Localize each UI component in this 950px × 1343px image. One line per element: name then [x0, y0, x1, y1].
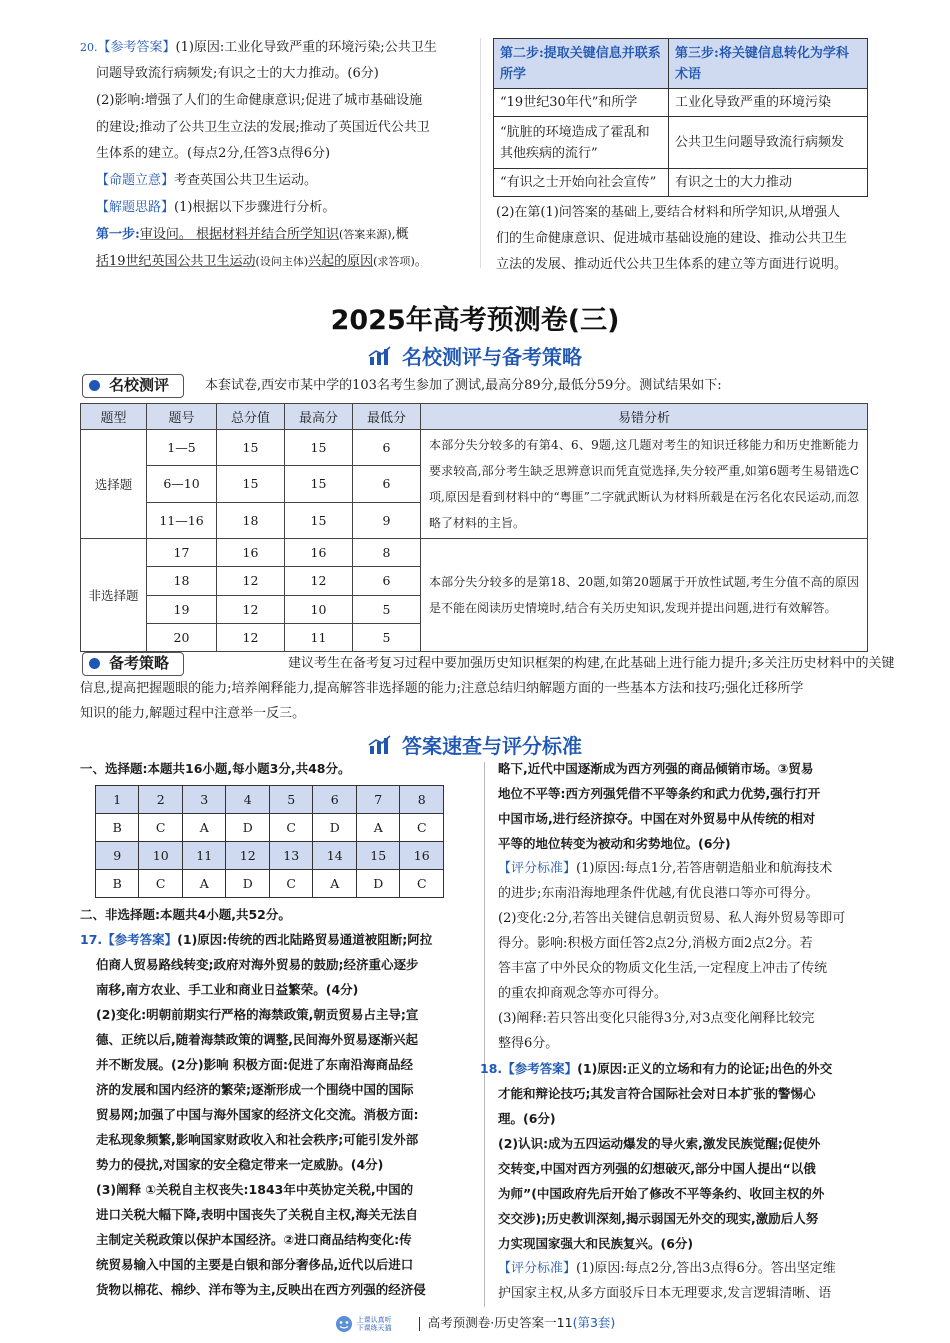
key-info-right: 公共卫生问题导致流行病频发 — [669, 117, 868, 169]
q20-number: 20. — [80, 41, 98, 54]
mc-title: 一、选择题:本题共16小题,每小题3分,共48分。 — [80, 761, 351, 776]
min-score: 6 — [353, 567, 421, 595]
min-score: 5 — [353, 623, 421, 651]
min-score: 8 — [353, 539, 421, 567]
evaluation-row — [81, 430, 868, 466]
header-step-two: 第二步:提取关键信息并联系所学 — [494, 39, 669, 89]
intent-tag: 【命题立意】 — [96, 173, 175, 188]
step-one-text: 审设问。 根据材料并结合所学知识 — [139, 227, 339, 242]
min-score: 5 — [353, 595, 421, 623]
question-range: 11—16 — [147, 502, 217, 538]
question-range: 19 — [147, 595, 217, 623]
section-2-title: 答案速查与评分标准 — [402, 734, 582, 758]
q-answer: A — [182, 870, 226, 898]
question-type: 选择题 — [81, 430, 147, 539]
total-score: 15 — [217, 430, 285, 466]
question-range: 6—10 — [147, 466, 217, 502]
q17r-line: 略下,近代中国逐渐成为西方列强的商品倾销市场。③贸易 — [498, 761, 814, 776]
q20-part2-line-3: 立法的发展、推动近代公共卫生体系的建立等方面进行说明。 — [496, 257, 848, 272]
q17-line: (3)阐释 ①关税自主权丧失:1843年中英协定关税,中国的 — [96, 1182, 414, 1197]
q20-line-2: 问题导致流行病频发;有识之士的大力推动。(6分) — [96, 66, 379, 81]
min-score: 6 — [353, 466, 421, 502]
q-answer: A — [356, 814, 400, 842]
q20-line-9 — [96, 250, 428, 274]
note-required: (求答项) — [373, 255, 415, 268]
q-number: 11 — [182, 842, 226, 870]
q17-line: 走私现象频繁,影响国家财政收入和社会秩序;可能引发外部 — [96, 1132, 419, 1147]
strategy-line-3: 知识的能力,解题过程中注意举一反三。 — [80, 706, 306, 721]
approach-tag: 【解题思路】 — [96, 200, 175, 215]
section-1-title: 名校测评与备考策略 — [402, 345, 582, 369]
key-info-left: “有识之士开始向社会宣传” — [494, 169, 669, 197]
q18-line-1 — [480, 1057, 832, 1081]
q-number: 4 — [226, 786, 270, 814]
q20-line-5: 生体系的建立。(每点2分,任答3点得6分) — [96, 146, 331, 161]
q17-scoring-line: (3)阐释:若只答出变化只能得3分,对3点变化阐释比较完 — [498, 1011, 815, 1026]
badge-dot-icon — [89, 658, 100, 669]
q20-part2-line-1: (2)在第(1)问答案的基础上,要结合材料和所学知识,从增强人 — [496, 205, 841, 220]
q-number: 5 — [269, 786, 313, 814]
q-answer: B — [96, 870, 139, 898]
note-answer-source: (答案来源) — [338, 228, 392, 241]
answer-number-row — [96, 842, 444, 870]
max-score: 15 — [285, 430, 353, 466]
total-score: 15 — [217, 466, 285, 502]
logo-line-2: 下课练天猫 — [356, 1323, 392, 1332]
key-info-header-row — [494, 39, 868, 89]
reference-answer-tag: 【参考答案】 — [97, 40, 176, 55]
q18-line: 理。(6分) — [498, 1111, 556, 1126]
q17r-line: 地位不平等:西方列强凭借不平等条约和武力优势,强行打开 — [498, 786, 821, 801]
q17-line: 进口关税大幅下降,表明中国丧失了关税自主权,海关无法自 — [96, 1207, 418, 1222]
col-header: 最高分 — [285, 404, 353, 430]
q-answer: C — [139, 814, 183, 842]
reference-answer-tag: 【参考答案】 — [102, 932, 178, 947]
q17-scoring-line: 答丰富了中外民众的物质文化生活,一定程度上冲击了传统 — [498, 961, 828, 976]
max-score: 10 — [285, 595, 353, 623]
q17-line: 货物以棉花、棉纱、洋布等为主,反映出在西方列强的经济侵 — [96, 1282, 426, 1297]
key-info-row — [494, 117, 868, 169]
col-header: 易错分析 — [421, 404, 868, 430]
key-info-row — [494, 89, 868, 117]
step-one-label: 第一步: — [96, 227, 140, 242]
footer-set-number: (第3套) — [572, 1315, 616, 1330]
intent-text: 考查英国公共卫生运动。 — [174, 173, 318, 188]
badge-dot-icon — [89, 380, 100, 391]
bar-chart-icon — [368, 346, 392, 366]
section-header-evaluation — [0, 341, 950, 370]
key-info-table — [493, 38, 868, 197]
scoring-text: (1)原因:每点1分,若答唐朝造船业和航海技术 — [576, 861, 833, 876]
col-header: 题号 — [147, 404, 217, 430]
q18-line: 力实现国家强大和民族复兴。(6分) — [498, 1236, 694, 1251]
strategy-badge-label: 备考策略 — [109, 654, 170, 672]
strategy-badge — [82, 652, 184, 676]
q17-line: 南移,南方农业、手工业和商业日益繁荣。(4分) — [96, 982, 359, 997]
step-one-end: ,概 — [391, 227, 409, 242]
total-score: 16 — [217, 539, 285, 567]
q17-scoring-line: 得分。影响:积极方面任答2点2分,消极方面2点2分。若 — [498, 936, 813, 951]
q17-scoring-line: 的重农抑商观念等亦可得分。 — [498, 986, 668, 1001]
scoring-tag: 【评分标准】 — [498, 1261, 577, 1276]
key-info-left: “19世纪30年代”和所学 — [494, 89, 669, 117]
footer-separator — [419, 1317, 420, 1331]
key-info-left: “肮脏的环境造成了霍乱和其他疾病的流行” — [494, 117, 669, 169]
question-range: 20 — [147, 623, 217, 651]
answer-number-row — [96, 786, 444, 814]
max-score: 11 — [285, 623, 353, 651]
q18-line: 交交涉);历史教训深刻,揭示弱国无外交的现实,激励后人努 — [498, 1211, 819, 1226]
q-number: 8 — [400, 786, 444, 814]
q20-line-7 — [96, 196, 335, 220]
nonmc-title: 二、非选择题:本题共4小题,共52分。 — [80, 907, 291, 922]
page-footer — [0, 1313, 950, 1334]
q20-text: (1)原因:工业化导致严重的环境污染;公共卫生 — [175, 40, 437, 55]
q-number: 7 — [356, 786, 400, 814]
evaluation-row — [81, 539, 868, 567]
q18-scoring-line: 护国家主权,从多方面驳斥日本无理要求,发言逻辑清晰、语 — [498, 1286, 832, 1301]
max-score: 15 — [285, 502, 353, 538]
q17-line: 贸易网;加强了中国与海外国家的经济文化交流。消极方面: — [96, 1107, 419, 1122]
q17-scoring-line-1 — [498, 857, 832, 881]
answer-letter-row — [96, 814, 444, 842]
q18-line: 才能和辩论技巧;其发言符合国际社会对日本扩张的警惕心 — [498, 1086, 816, 1101]
key-info-right: 有识之士的大力推动 — [669, 169, 868, 197]
footer-text: 高考预测卷·历史答案一11 — [427, 1315, 573, 1330]
mascot-icon — [335, 1315, 353, 1333]
q17-line: 主制定关税政策以保护本国经济。②进口商品结构变化:传 — [96, 1232, 412, 1247]
q-answer: C — [139, 870, 183, 898]
q18-number: 18. — [480, 1061, 503, 1076]
total-score: 18 — [217, 502, 285, 538]
error-analysis: 本部分失分较多的是第18、20题,如第20题属于开放性试题,考生分值不高的原因是不能在阅读历史情境时,结合有关历史知识,发现并提出问题,进行有效解答。 — [421, 539, 868, 652]
q17-line: 济的发展和国内经济的繁荣;逐渐形成一个围绕中国的国际 — [96, 1082, 414, 1097]
q17-line: 统贸易输入中国的主要是白银和部分奢侈品,近代以后进口 — [96, 1257, 414, 1272]
header-step-three — [669, 39, 868, 89]
q-answer: C — [269, 870, 313, 898]
q18-line: 为师”(中国政府先后开始了修改不平等条约、收回主权的外 — [498, 1186, 825, 1201]
q-number: 13 — [269, 842, 313, 870]
line-end: 。 — [414, 254, 428, 269]
q-answer: C — [269, 814, 313, 842]
scoring-text: (1)原因:每点2分,答出3点得6分。答出坚定维 — [576, 1261, 836, 1276]
q-answer: B — [96, 814, 139, 842]
q-number: 3 — [182, 786, 226, 814]
step-three-label: 第三步: — [675, 45, 719, 61]
key-info-right: 工业化导致严重的环境污染 — [669, 89, 868, 117]
q-answer: C — [400, 870, 444, 898]
q17-number: 17. — [80, 932, 103, 947]
q17r-line: 中国市场,进行经济掠夺。中国在对外贸易中从传统的相对 — [498, 811, 816, 826]
max-score: 12 — [285, 567, 353, 595]
q17-text: (1)原因:传统的西北陆路贸易通道被阻断;阿拉 — [177, 932, 433, 947]
q-answer: D — [356, 870, 400, 898]
q-number: 15 — [356, 842, 400, 870]
q-number: 14 — [313, 842, 357, 870]
q-answer: D — [313, 814, 357, 842]
q17-line: 德、正统以后,随着海禁政策的调整,民间海外贸易逐渐兴起 — [96, 1032, 418, 1047]
q-number: 1 — [96, 786, 139, 814]
answer-letter-row — [96, 870, 444, 898]
q20-line-3: (2)影响:增强了人们的生命健康意识;促进了城市基础设施 — [96, 93, 423, 108]
q20-line-4: 的建设;推动了公共卫生立法的发展;推动了英国近代公共卫 — [96, 120, 430, 135]
note-subject: (设问主体) — [255, 255, 309, 268]
min-score: 6 — [353, 430, 421, 466]
logo-line-1: 上课认真听 — [356, 1315, 392, 1324]
column-divider — [484, 762, 485, 1307]
step-three-text: 将关键信息转化为学科术语 — [675, 45, 849, 82]
q18-scoring-line-1 — [498, 1257, 836, 1281]
q17-scoring-line: (2)变化:2分,若答出关键信息朝贡贸易、私人海外贸易等即可 — [498, 911, 846, 926]
min-score: 9 — [353, 502, 421, 538]
evaluation-intro: 本套试卷,西安市某中学的103名考生参加了测试,最高分89分,最低分59分。测试结果如下: — [205, 378, 722, 393]
q-answer: D — [226, 870, 270, 898]
q20-part2-line-2: 们的生命健康意识、促进城市基础设施的建设、推动公共卫生 — [496, 231, 848, 246]
question-range: 1—5 — [147, 430, 217, 466]
strategy-line-2: 信息,提高把握题眼的能力;培养阐释能力,提高解答非选择题的能力;注意总结归纳解题方面的一些基本方法和技巧;强化迁移所学 — [80, 681, 804, 696]
approach-text: (1)根据以下步骤进行分析。 — [174, 200, 336, 215]
column-divider-top — [480, 38, 481, 268]
evaluation-badge — [82, 374, 184, 398]
error-analysis: 本部分失分较多的有第4、6、9题,这几题对考生的知识迁移能力和历史推断能力要求较高,部分考生缺乏思辨意识而凭直觉选择,失分较严重,如第6题考生易错选C项,原因是看到材料中的“粤匪”二字就武断认为材料所载是在污名化农民运动,而忽略了材料的主旨。 — [421, 430, 868, 539]
col-header: 题型 — [81, 404, 147, 430]
q17-line: 并不断发展。(2分)影响 积极方面:促进了东南沿海商品经 — [96, 1057, 413, 1072]
question-range: 17 — [147, 539, 217, 567]
q17r-line: 平等的地位转变为被动和劣势地位。(6分) — [498, 836, 731, 851]
q20-line-1 — [80, 36, 437, 60]
required-item: 兴起的原因 — [308, 254, 374, 269]
q20-line-6 — [96, 169, 317, 193]
question-type: 非选择题 — [81, 539, 147, 652]
evaluation-table — [80, 403, 868, 652]
q-number: 16 — [400, 842, 444, 870]
total-score: 12 — [217, 567, 285, 595]
col-header: 最低分 — [353, 404, 421, 430]
q17-scoring-line: 的进步;东南沿海地理条件优越,有优良港口等亦可得分。 — [498, 886, 819, 901]
answer-grid — [95, 785, 444, 898]
q-answer: A — [313, 870, 357, 898]
q17-line: 伯商人贸易路线转变;政府对海外贸易的鼓励;经济重心逐步 — [96, 957, 419, 972]
evaluation-header-row — [81, 404, 868, 430]
q18-text: (1)原因:正义的立场和有力的论证;出色的外交 — [577, 1061, 833, 1076]
page-title: 2025年高考预测卷(三) — [330, 305, 620, 336]
publisher-logo — [335, 1314, 405, 1334]
max-score: 15 — [285, 466, 353, 502]
strategy-line-1: 建议考生在备考复习过程中要加强历史知识框架的构建,在此基础上进行能力提升;多关注历史材料中的关键 — [288, 656, 895, 671]
logo-text — [357, 1316, 392, 1332]
max-score: 16 — [285, 539, 353, 567]
q17-scoring-line: 整得6分。 — [498, 1036, 559, 1051]
scoring-tag: 【评分标准】 — [498, 861, 577, 876]
q17-line-1 — [80, 928, 432, 952]
col-header: 总分值 — [217, 404, 285, 430]
q-number: 10 — [139, 842, 183, 870]
q-number: 9 — [96, 842, 139, 870]
q17-line: 势力的侵扰,对国家的安全稳定带来一定威胁。(4分) — [96, 1157, 384, 1172]
evaluation-badge-label: 名校测评 — [109, 376, 170, 394]
q-answer: D — [226, 814, 270, 842]
q-number: 12 — [226, 842, 270, 870]
q-answer: C — [400, 814, 444, 842]
question-range: 18 — [147, 567, 217, 595]
q18-line: (2)认识:成为五四运动爆发的导火索,激发民族觉醒;促使外 — [498, 1136, 821, 1151]
total-score: 12 — [217, 623, 285, 651]
total-score: 12 — [217, 595, 285, 623]
subject-text: 括19世纪英国公共卫生运动 — [96, 254, 256, 269]
bar-chart-icon — [368, 735, 392, 755]
key-info-row — [494, 169, 868, 197]
section-header-answers — [0, 730, 950, 759]
reference-answer-tag: 【参考答案】 — [502, 1061, 578, 1076]
q20-line-8 — [96, 223, 409, 247]
q18-line: 交转变,中国对西方列强的幻想破灭,部分中国人提出“以俄 — [498, 1161, 816, 1176]
q-answer: A — [182, 814, 226, 842]
q17-line: (2)变化:明朝前期实行严格的海禁政策,朝贡贸易占主导;宣 — [96, 1007, 419, 1022]
q-number: 6 — [313, 786, 357, 814]
q-number: 2 — [139, 786, 183, 814]
